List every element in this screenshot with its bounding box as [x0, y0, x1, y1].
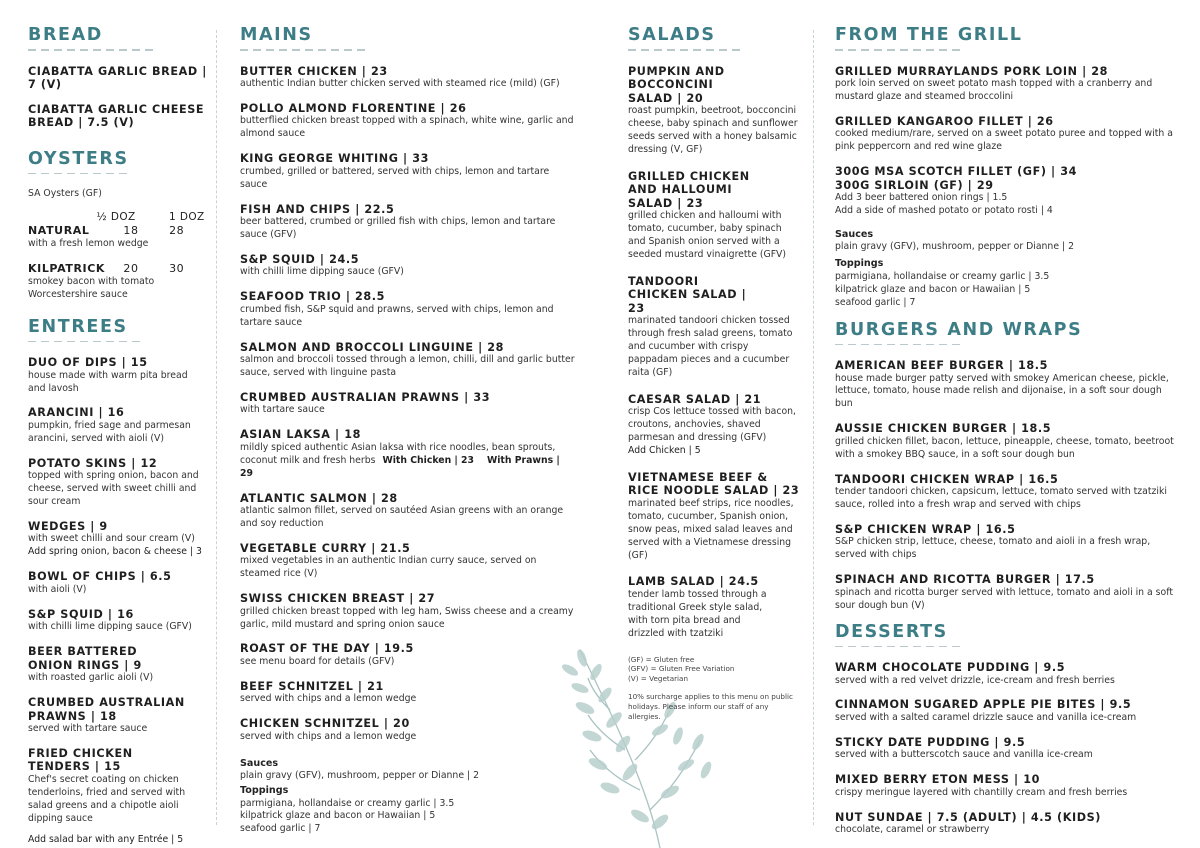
- menu-item: [240, 253, 575, 279]
- item-name: ASIAN LAKSA | 18: [240, 428, 362, 442]
- item-name: FISH AND CHIPS | 22.5: [240, 202, 395, 216]
- item-name: BEER BATTERED ONION RINGS | 9: [28, 645, 142, 672]
- menu-item: [835, 811, 1175, 837]
- menu-item: [28, 406, 208, 445]
- item-name: AMERICAN BEEF BURGER | 18.5: [835, 359, 1049, 373]
- toppings-label: Toppings: [835, 258, 884, 270]
- item-desc: S&P chicken strip, lettuce, cheese, tomato and aioli in a fresh wrap, served with chips: [835, 536, 1151, 561]
- sauces-label: Sauces: [835, 228, 874, 240]
- item-name: SWISS CHICKEN BREAST | 27: [240, 592, 436, 606]
- item-desc: [240, 442, 575, 481]
- menu-item: [628, 65, 800, 157]
- item-desc: with roasted garlic aioli (V): [28, 672, 154, 684]
- item-desc: authentic Indian butter chicken served with steamed rice (mild) (GF): [240, 78, 560, 89]
- half-price: 18: [123, 223, 139, 237]
- item-desc: with aioli (V): [28, 583, 87, 595]
- sauces-text: plain gravy (GFV), mushroom, pepper or Dianne | 2: [835, 241, 1074, 253]
- item-name: KING GEORGE WHITING | 33: [240, 152, 429, 166]
- item-desc: crumbed fish, S&P squid and prawns, served with chips, lemon and tartare sauce: [240, 303, 554, 328]
- menu-item: [628, 170, 800, 262]
- item-name: NATURAL: [28, 223, 90, 237]
- item-desc-text: mildly spiced authentic Asian laksa with rice noodles, bean sprouts, coconut milk and fresh herbs: [240, 441, 556, 466]
- item-desc: crispy meringue layered with chantilly cream and fresh berries: [835, 786, 1128, 798]
- menu-item: [628, 275, 800, 380]
- title-underline: [28, 341, 208, 343]
- section-title-oysters: OYSTERS: [28, 148, 129, 169]
- section-title-salads: SALADS: [628, 25, 716, 45]
- item-desc: mixed vegetables in an authentic Indian curry sauce, served on steamed rice (V): [240, 555, 537, 580]
- item-desc: served with a butterscotch sauce and vanilla ice-cream: [835, 749, 1093, 761]
- item-name: SALMON AND BROCCOLI LINGUINE | 28: [240, 340, 505, 354]
- section-title-bread: BREAD: [28, 25, 103, 45]
- item-desc: beer battered, crumbed or grilled fish with chips, lemon and tartare sauce (GFV): [240, 216, 556, 240]
- menu-item: [835, 422, 1175, 461]
- item-desc: spinach and ricotta burger served with lettuce, tomato and aioli in a soft sour dough bun (V): [835, 586, 1173, 611]
- item-desc: salmon and broccoli tossed through a lemon, chilli, dill and garlic butter sauce, served with linguine pasta: [240, 354, 575, 378]
- item-name: POTATO SKINS | 12: [28, 456, 158, 470]
- menu-item: [240, 592, 575, 631]
- menu-item: [240, 391, 575, 417]
- item-desc: grilled chicken breast topped with leg ham, Swiss cheese and a creamy garlic, mild mustard and spring onion sauce: [240, 605, 574, 630]
- item-desc: grilled chicken and halloumi with tomato, cucumber, baby spinach and Spanish onion served with a seeded mustard vinaigrette (GFV): [628, 210, 787, 260]
- item-name: S&P SQUID | 24.5: [240, 252, 360, 266]
- entrees-footer: Add salad bar with any Entrée | 5: [28, 833, 184, 845]
- full-price: 30: [169, 261, 185, 275]
- item-name: CAESAR SALAD | 21: [628, 392, 762, 406]
- menu-item: [240, 203, 575, 242]
- title-underline: [28, 49, 208, 51]
- item-name: CIABATTA GARLIC CHEESE BREAD | 7.5 (V): [28, 102, 205, 129]
- sauces-text: plain gravy (GFV), mushroom, pepper or Dianne | 2: [240, 770, 479, 782]
- menu-item: [28, 457, 208, 509]
- item-desc: crumbed, grilled or battered, served with chips, lemon and tartare sauce: [240, 165, 550, 190]
- item-name: VEGETABLE CURRY | 21.5: [240, 541, 411, 555]
- column-mains: [240, 22, 575, 836]
- item-name: CRUMBED AUSTRALIAN PRAWNS | 33: [240, 390, 491, 404]
- oysters-header: [28, 211, 208, 224]
- menu-item: [835, 523, 1175, 562]
- topping-line: seafood garlic | 7: [835, 296, 916, 308]
- column-bread-oysters-entrees: [28, 22, 208, 846]
- half-price: 20: [123, 261, 139, 275]
- item-desc: Chef's secret coating on chicken tenderloins, fried and served with salad greens and a chipotle aioli dipping sauce: [28, 773, 186, 824]
- laksa-prawn-option: With Prawns | 29: [240, 454, 560, 479]
- item-name: S&P CHICKEN WRAP | 16.5: [835, 522, 1016, 536]
- dozen-label: 1 DOZ: [169, 210, 205, 223]
- menu-item: [240, 102, 575, 141]
- menu-item: [835, 736, 1175, 762]
- item-name: CINNAMON SUGARED APPLE PIE BITES | 9.5: [835, 698, 1132, 712]
- item-desc: marinated beef strips, rice noodles, tomato, cucumber, Spanish onion, snow peas, mixed salad leaves and served with a Vietnamese dressing (GF): [628, 497, 794, 561]
- item-desc: house made burger patty served with smokey American cheese, pickle, lettuce, tomato, house made relish and dijonaise, in a soft sour dough bun: [835, 372, 1169, 410]
- item-desc: served with a red velvet drizzle, ice-cream and fresh berries: [835, 674, 1115, 686]
- item-name: SEAFOOD TRIO | 28.5: [240, 290, 385, 304]
- title-underline: [28, 173, 208, 175]
- column-grill-burgers-desserts: [835, 22, 1175, 848]
- item-desc: roast pumpkin, beetroot, bocconcini cheese, baby spinach and sunflower seeds served with a honey balsamic dressing (V, GF): [628, 105, 798, 155]
- full-price: 28: [169, 223, 185, 237]
- menu-item: [28, 645, 208, 685]
- item-desc: with sweet chilli and sour cream (V): [28, 533, 195, 545]
- item-desc: atlantic salmon fillet, served on sautéed Asian greens with an orange and soy reduction: [240, 505, 564, 529]
- item-extra: Add spring onion, bacon & cheese | 3: [28, 546, 202, 558]
- menu-item: [240, 65, 575, 91]
- item-desc: cooked medium/rare, served on a sweet potato puree and topped with a pink peppercorn and red wine glaze: [835, 128, 1173, 153]
- item-name: NUT SUNDAE | 7.5 (ADULT) | 4.5 (KIDS): [835, 810, 1102, 824]
- laksa-chicken-option: With Chicken | 23: [382, 454, 474, 466]
- item-desc: with tartare sauce: [240, 404, 325, 416]
- item-name: LAMB SALAD | 24.5: [628, 575, 759, 589]
- menu-item: [240, 492, 575, 531]
- item-desc: house made with warm pita bread and lavosh: [28, 369, 188, 394]
- item-desc: with a fresh lemon wedge: [28, 237, 149, 249]
- item-desc: marinated tandoori chicken tossed through fresh salad greens, tomato and cucumber with crispy pappadam pieces and a cucumber raita (GF): [628, 315, 793, 378]
- item-desc: chocolate, caramel or strawberry: [835, 824, 990, 836]
- menu-item: [28, 356, 208, 395]
- item-name: MIXED BERRY ETON MESS | 10: [835, 773, 1040, 787]
- item-name: BOWL OF CHIPS | 6.5: [28, 570, 172, 584]
- item-desc: tender tandoori chicken, capsicum, lettuce, tomato served with tzatziki sauce, rolled into a fresh wrap and served with chips: [835, 486, 1167, 510]
- item-name: CIABATTA GARLIC BREAD | 7 (V): [28, 64, 207, 91]
- title-underline: [835, 646, 1175, 648]
- toppings-label: Toppings: [240, 785, 289, 797]
- menu-item: [240, 717, 575, 743]
- menu-item: [835, 773, 1175, 799]
- menu-item: [240, 680, 575, 706]
- oyster-row: [28, 224, 208, 251]
- menu-item: [28, 103, 208, 130]
- item-name: KILPATRICK: [28, 261, 106, 275]
- item-name: 300G SIRLOIN (GF) | 29: [835, 178, 994, 192]
- menu-item: [835, 65, 1175, 104]
- menu-item: [835, 573, 1175, 612]
- menu-item: [835, 165, 1175, 218]
- title-underline: [628, 49, 800, 51]
- menu-item: [835, 661, 1175, 687]
- item-desc: smokey bacon with tomato Worcestershire sauce: [28, 275, 155, 300]
- item-name: PUMPKIN AND BOCCONCINI SALAD | 20: [628, 64, 725, 105]
- menu-item: [28, 520, 208, 559]
- item-name: TANDOORI CHICKEN SALAD | 23: [628, 274, 747, 315]
- title-underline: [240, 49, 575, 51]
- section-title-mains: MAINS: [240, 25, 313, 45]
- menu-item: [240, 152, 575, 191]
- item-name: POLLO ALMOND FLORENTINE | 26: [240, 101, 467, 115]
- menu-item: [28, 65, 208, 92]
- menu-item: [628, 393, 800, 458]
- section-title-entrees: ENTREES: [28, 316, 128, 337]
- item-name: SPINACH AND RICOTTA BURGER | 17.5: [835, 573, 1095, 587]
- oysters-intro: SA Oysters (GF): [28, 188, 102, 199]
- menu-item: [240, 341, 575, 380]
- item-desc: crisp Cos lettuce tossed with bacon, croutons, anchovies, shaved parmesan and dressing (GFV): [628, 406, 796, 444]
- title-underline: [835, 49, 1175, 51]
- item-extra: Add a side of mashed potato or potato rosti | 4: [835, 205, 1053, 217]
- half-dozen-label: ½ DOZ: [96, 210, 136, 223]
- topping-line: parmigiana, hollandaise or creamy garlic | 3.5: [835, 270, 1050, 282]
- item-desc: pumpkin, fried sage and parmesan arancini, served with aioli (V): [28, 419, 191, 444]
- item-name: FRIED CHICKEN TENDERS | 15: [28, 746, 133, 774]
- item-desc: with chilli lime dipping sauce (GFV): [28, 621, 192, 633]
- item-name: VIETNAMESE BEEF & RICE NOODLE SALAD | 23: [628, 470, 800, 498]
- item-name: GRILLED KANGAROO FILLET | 26: [835, 114, 1054, 128]
- item-desc: served with tartare sauce: [28, 723, 148, 734]
- column-divider: [216, 30, 217, 825]
- legend-line: (V) = Vegetarian: [628, 674, 689, 684]
- title-underline: [835, 344, 1175, 346]
- section-title-burgers: BURGERS AND WRAPS: [835, 319, 1083, 340]
- item-extra: Add Chicken | 5: [628, 445, 701, 456]
- item-desc: grilled chicken fillet, bacon, lettuce, pineapple, cheese, tomato, beetroot with a smokey BBQ sauce, in a soft sour dough bun: [835, 435, 1174, 460]
- section-title-desserts: DESSERTS: [835, 621, 948, 642]
- item-name: STICKY DATE PUDDING | 9.5: [835, 735, 1026, 749]
- item-desc: with chilli lime dipping sauce (GFV): [240, 266, 404, 278]
- item-name: ATLANTIC SALMON | 28: [240, 491, 398, 505]
- surcharge-note: 10% surcharge applies to this menu on public holidays. Please inform our staff of any allergies.: [628, 691, 793, 721]
- menu-item: [835, 698, 1175, 724]
- menu-item: [28, 696, 208, 736]
- section-title-grill: FROM THE GRILL: [835, 25, 1023, 45]
- item-name: BEEF SCHNITZEL | 21: [240, 679, 384, 693]
- item-desc: pork loin served on sweet potato mash topped with a cranberry and mustard glaze and steamed broccolini: [835, 78, 1153, 102]
- item-name: GRILLED MURRAYLANDS PORK LOIN | 28: [835, 64, 1109, 78]
- menu-item: [240, 542, 575, 581]
- menu-item: [28, 570, 208, 596]
- sauces-label: Sauces: [240, 757, 279, 769]
- item-name: WEDGES | 9: [28, 519, 108, 533]
- legend-line: (GF) = Gluten free: [628, 654, 695, 664]
- menu-item: [240, 642, 575, 668]
- item-name: 300G MSA SCOTCH FILLET (GF) | 34: [835, 165, 1077, 179]
- item-name: BUTTER CHICKEN | 23: [240, 64, 388, 78]
- column-salads: [628, 22, 800, 721]
- topping-line: kilpatrick glaze and bacon or Hawaiian | 5: [835, 283, 1031, 295]
- legend-line: (GFV) = Gluten Free Variation: [628, 664, 735, 674]
- item-name: DUO OF DIPS | 15: [28, 356, 148, 370]
- item-name: TANDOORI CHICKEN WRAP | 16.5: [835, 472, 1059, 486]
- item-desc: served with chips and a lemon wedge: [240, 730, 417, 742]
- item-name: GRILLED CHICKEN AND HALLOUMI SALAD | 23: [628, 169, 750, 210]
- menu-item: [628, 575, 800, 640]
- item-name: AUSSIE CHICKEN BURGER | 18.5: [835, 422, 1052, 436]
- item-name: ARANCINI | 16: [28, 406, 125, 420]
- item-desc: topped with spring onion, bacon and cheese, served with sweet chilli and sour cream: [28, 470, 199, 508]
- item-desc: served with chips and a lemon wedge: [240, 693, 417, 705]
- item-name: WARM CHOCOLATE PUDDING | 9.5: [835, 661, 1066, 675]
- item-name: S&P SQUID | 16: [28, 607, 134, 621]
- item-desc: tender lamb tossed through a traditional Greek style salad, with torn pita bread and drizzled with tzatziki: [628, 588, 767, 639]
- item-name: CHICKEN SCHNITZEL | 20: [240, 717, 410, 731]
- menu-item: [240, 428, 575, 480]
- topping-line: seafood garlic | 7: [240, 823, 321, 835]
- menu-item: [835, 359, 1175, 411]
- item-name: CRUMBED AUSTRALIAN PRAWNS | 18: [28, 696, 185, 723]
- column-divider: [813, 30, 814, 825]
- oyster-row: [28, 262, 208, 302]
- menu-item: [240, 290, 575, 329]
- item-desc: see menu board for details (GFV): [240, 655, 395, 667]
- menu-item: [835, 115, 1175, 154]
- menu-item: [28, 608, 208, 634]
- menu-item: [628, 471, 800, 563]
- topping-line: parmigiana, hollandaise or creamy garlic | 3.5: [240, 797, 455, 809]
- menu-item: [835, 473, 1175, 512]
- item-name: ROAST OF THE DAY | 19.5: [240, 642, 414, 656]
- item-desc: butterflied chicken breast topped with a spinach, white wine, garlic and almond sauce: [240, 115, 574, 140]
- menu-item: [28, 747, 208, 826]
- item-desc: served with a salted caramel drizzle sauce and vanilla ice-cream: [835, 711, 1137, 723]
- item-extra: Add 3 beer battered onion rings | 1.5: [835, 192, 1008, 204]
- topping-line: kilpatrick glaze and bacon or Hawaiian | 5: [240, 810, 436, 822]
